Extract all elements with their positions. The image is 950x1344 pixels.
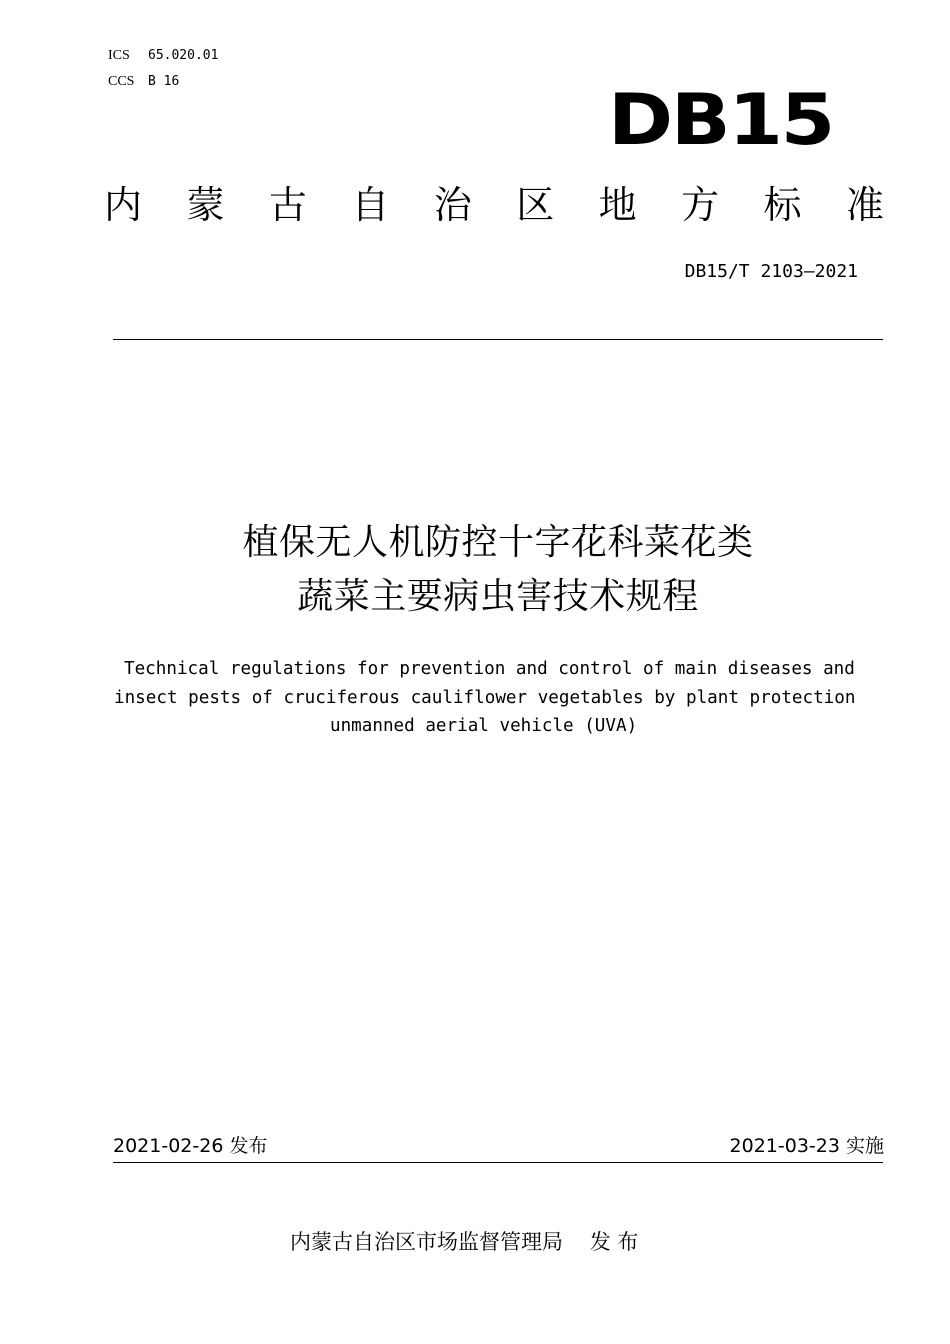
issue-date: 2021-02-26 发布	[113, 1135, 268, 1157]
ics-classification	[108, 46, 218, 65]
ics-code: 65.020.01	[148, 48, 219, 63]
chinese-title-line-1: 植保无人机防控十字花科菜花类	[242, 522, 754, 563]
top-divider	[113, 339, 883, 340]
bottom-divider	[113, 1162, 883, 1163]
english-title-line-3: unmanned aerial vehicle (UVA)	[330, 716, 638, 736]
standard-type-heading	[104, 180, 884, 230]
standard-type-char: 准	[845, 183, 884, 227]
chinese-title-line-2: 蔬菜主要病虫害技术规程	[297, 576, 699, 617]
standard-type-char: 蒙	[186, 183, 225, 227]
implementation-date: 2021-03-23 实施	[729, 1135, 884, 1157]
standard-type-char: 标	[763, 183, 802, 227]
publisher-line: 内蒙古自治区市场监督管理局 发 布	[290, 1230, 639, 1254]
standard-number: DB15/T 2103—2021	[684, 261, 858, 282]
ics-label: ICS	[108, 48, 130, 63]
ccs-label: CCS	[108, 74, 135, 89]
ccs-classification	[108, 72, 179, 91]
english-title-line-2: insect pests of cruciferous cauliflower vegetables by plant protection	[114, 688, 856, 708]
standard-type-char: 地	[598, 183, 637, 227]
standard-type-char: 内	[104, 183, 143, 227]
standard-type-char: 治	[433, 183, 472, 227]
ccs-code: B 16	[148, 74, 180, 89]
standard-type-char: 方	[681, 183, 720, 227]
standard-type-char: 自	[351, 183, 390, 227]
db15-logo: DB15	[608, 79, 833, 161]
standard-type-char: 区	[516, 183, 555, 227]
english-title-line-1: Technical regulations for prevention and control of main diseases and	[124, 659, 855, 679]
standard-type-char: 古	[268, 183, 307, 227]
